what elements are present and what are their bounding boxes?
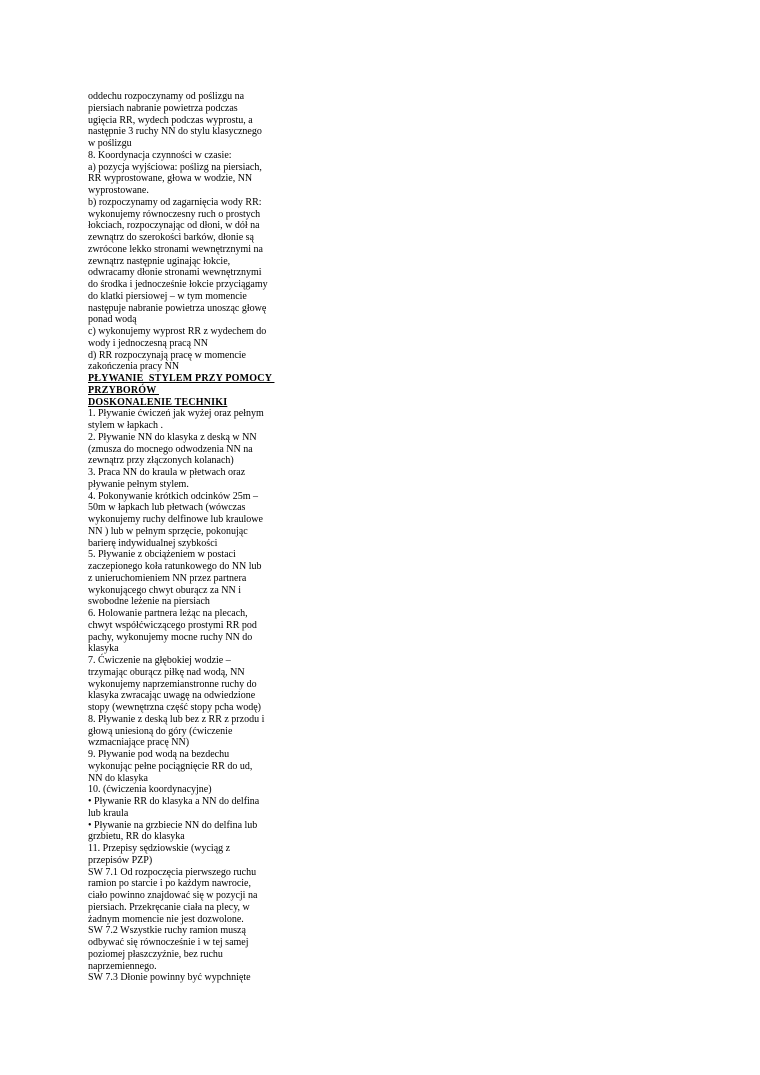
text-line: piersiach nabranie powietrza podczas	[88, 102, 238, 114]
text-line: 3. Praca NN do kraula w płetwach oraz	[88, 467, 246, 478]
text-line: 8. Koordynacja czynności w czasie:	[88, 149, 232, 161]
text-line: 2. Pływanie NN do klasyka z deską w NN	[88, 431, 257, 443]
text-line: odwracamy dłonie stronami wewnętrznymi	[88, 267, 262, 279]
text-line: stylem w łapkach .	[88, 420, 163, 431]
text-line: 10. (ćwiczenia koordynacyjne)	[88, 784, 212, 796]
text-line: ponad wodą	[88, 314, 137, 326]
text-line: lub kraula	[88, 807, 129, 819]
text-line: piersiach. Przekręcanie ciała na plecy, w	[88, 901, 250, 913]
text-line: grzbietu, RR do klasyka	[88, 831, 185, 843]
text-line: SW 7.1 Od rozpoczęcia pierwszego ruchu	[88, 866, 257, 878]
text-line: wykonujemy ruchy delfinowe lub kraulowe	[88, 514, 263, 525]
text-line: c) wykonujemy wyprost RR z wydechem do	[88, 326, 267, 337]
text-line: klasyka	[88, 643, 119, 655]
text-line: przepisów PZP)	[88, 854, 153, 866]
text-line: 5. Pływanie z obciążeniem w postaci	[88, 549, 236, 561]
text-line: SW 7.2 Wszystkie ruchy ramion muszą	[88, 925, 246, 937]
text-line: 6. Holowanie partnera leżąc na plecach,	[88, 608, 248, 619]
text-line: 9. Pływanie pod wodą na bezdechu	[88, 749, 230, 760]
text-line: • Pływanie RR do klasyka a NN do delfina	[88, 796, 260, 807]
text-line: żadnym momencie nie jest dozwolone.	[88, 913, 244, 925]
heading-line: PŁYWANIE STYLEM PRZY POMOCY	[88, 373, 275, 384]
text-line: RR wyprostowane, głowa w wodzie, NN	[88, 173, 253, 185]
text-line: zewnątrz przy złączonych kolanach)	[88, 455, 234, 467]
text-line: 1. Pływanie ćwiczeń jak wyżej oraz pełnym	[88, 408, 264, 420]
text-line: stopy (wewnętrzna część stopy pcha wodę)	[88, 702, 261, 713]
text-line: zewnątrz następnie uginając łokcie,	[88, 255, 231, 267]
text-line: naprzemiennego.	[88, 960, 157, 972]
heading-line: DOSKONALENIE TECHNIKI	[88, 396, 228, 408]
text-line: głową uniesioną do góry (ćwiczenie	[88, 725, 233, 737]
text-line: wykonującego chwyt oburącz za NN i	[88, 584, 241, 596]
text-line: wyprostowane.	[88, 185, 149, 196]
text-line: swobodne leżenie na piersiach	[88, 596, 210, 608]
text-line: barierę indywidualnej szybkości	[88, 537, 218, 549]
text-line: wody i jednoczesną pracą NN	[88, 337, 208, 349]
text-line: klasyka zwracając uwagę na odwiedzione	[88, 690, 256, 702]
text-line: odbywać się równocześnie i w tej samej	[88, 937, 249, 948]
text-line: 11. Przepisy sędziowskie (wyciąg z	[88, 843, 231, 854]
text-line: d) RR rozpoczynają pracę w momencie	[88, 349, 246, 361]
text-line: wykonujemy naprzemianstronne ruchy do	[88, 678, 257, 690]
text-line: następuje nabranie powietrza unosząc głowę	[88, 302, 267, 314]
text-line: ciało powinno znajdować się w pozycji na	[88, 890, 258, 901]
text-column	[88, 91, 288, 984]
text-line: z unieruchomieniem NN przez partnera	[88, 572, 247, 584]
text-line: ramion po starcie i po każdym nawrocie,	[88, 878, 251, 890]
text-line: następnie 3 ruchy NN do stylu klasycznego	[88, 126, 262, 138]
text-line: oddechu rozpoczynamy od poślizgu na	[88, 91, 245, 102]
text-line: zewnątrz do szerokości barków, dłonie są	[88, 232, 254, 243]
text-line: trzymając oburącz piłkę nad wodą, NN	[88, 666, 245, 678]
text-line: zakończenia pracy NN	[88, 361, 180, 373]
text-line: 7. Ćwiczenie na głębokiej wodzie –	[88, 655, 231, 666]
text-line: 4. Pokonywanie krótkich odcinków 25m –	[88, 490, 258, 502]
text-line: zaczepionego koła ratunkowego do NN lub	[88, 561, 262, 572]
text-line: do środka i jednocześnie łokcie przyciągamy	[88, 279, 268, 290]
text-line: NN do klasyka	[88, 772, 148, 784]
text-line: pływanie pełnym stylem.	[88, 478, 189, 490]
text-line: b) rozpoczynamy od zagarnięcia wody RR:	[88, 196, 262, 208]
text-line: a) pozycja wyjściowa: poślizg na piersiach,	[88, 161, 262, 173]
text-line: poziomej płaszczyźnie, bez ruchu	[88, 948, 223, 960]
text-line: wykonujemy równoczesny ruch o prostych	[88, 208, 261, 220]
text-line: ugięcia RR, wydech podczas wyprostu, a	[88, 114, 253, 126]
text-line: (zmusza do mocnego odwodzenia NN na	[88, 443, 253, 455]
text-line: zwrócone lekko stronami wewnętrznymi na	[88, 243, 263, 255]
text-line: w poślizgu	[88, 138, 132, 149]
text-line: SW 7.3 Dłonie powinny być wypchnięte	[88, 972, 251, 984]
text-line: NN ) lub w pełnym sprzęcie, pokonując	[88, 525, 248, 537]
text-line: pachy, wykonujemy mocne ruchy NN do	[88, 631, 253, 643]
text-line: 8. Pływanie z deską lub bez z RR z przodu i	[88, 713, 265, 725]
text-line: wykonując pełne pociągnięcie RR do ud,	[88, 760, 253, 772]
text-line: chwyt współćwiczącego prostymi RR pod	[88, 619, 257, 631]
heading-line: PRZYBORÓW	[88, 384, 159, 396]
text-line: • Pływanie na grzbiecie NN do delfina lub	[88, 819, 258, 831]
text-line: do klatki piersiowej – w tym momencie	[88, 290, 247, 302]
text-line: łokciach, rozpoczynając od dłoni, w dół na	[88, 220, 260, 232]
text-line: wzmacniające pracę NN)	[88, 737, 190, 749]
text-line: 50m w łapkach lub płetwach (wówczas	[88, 502, 246, 514]
